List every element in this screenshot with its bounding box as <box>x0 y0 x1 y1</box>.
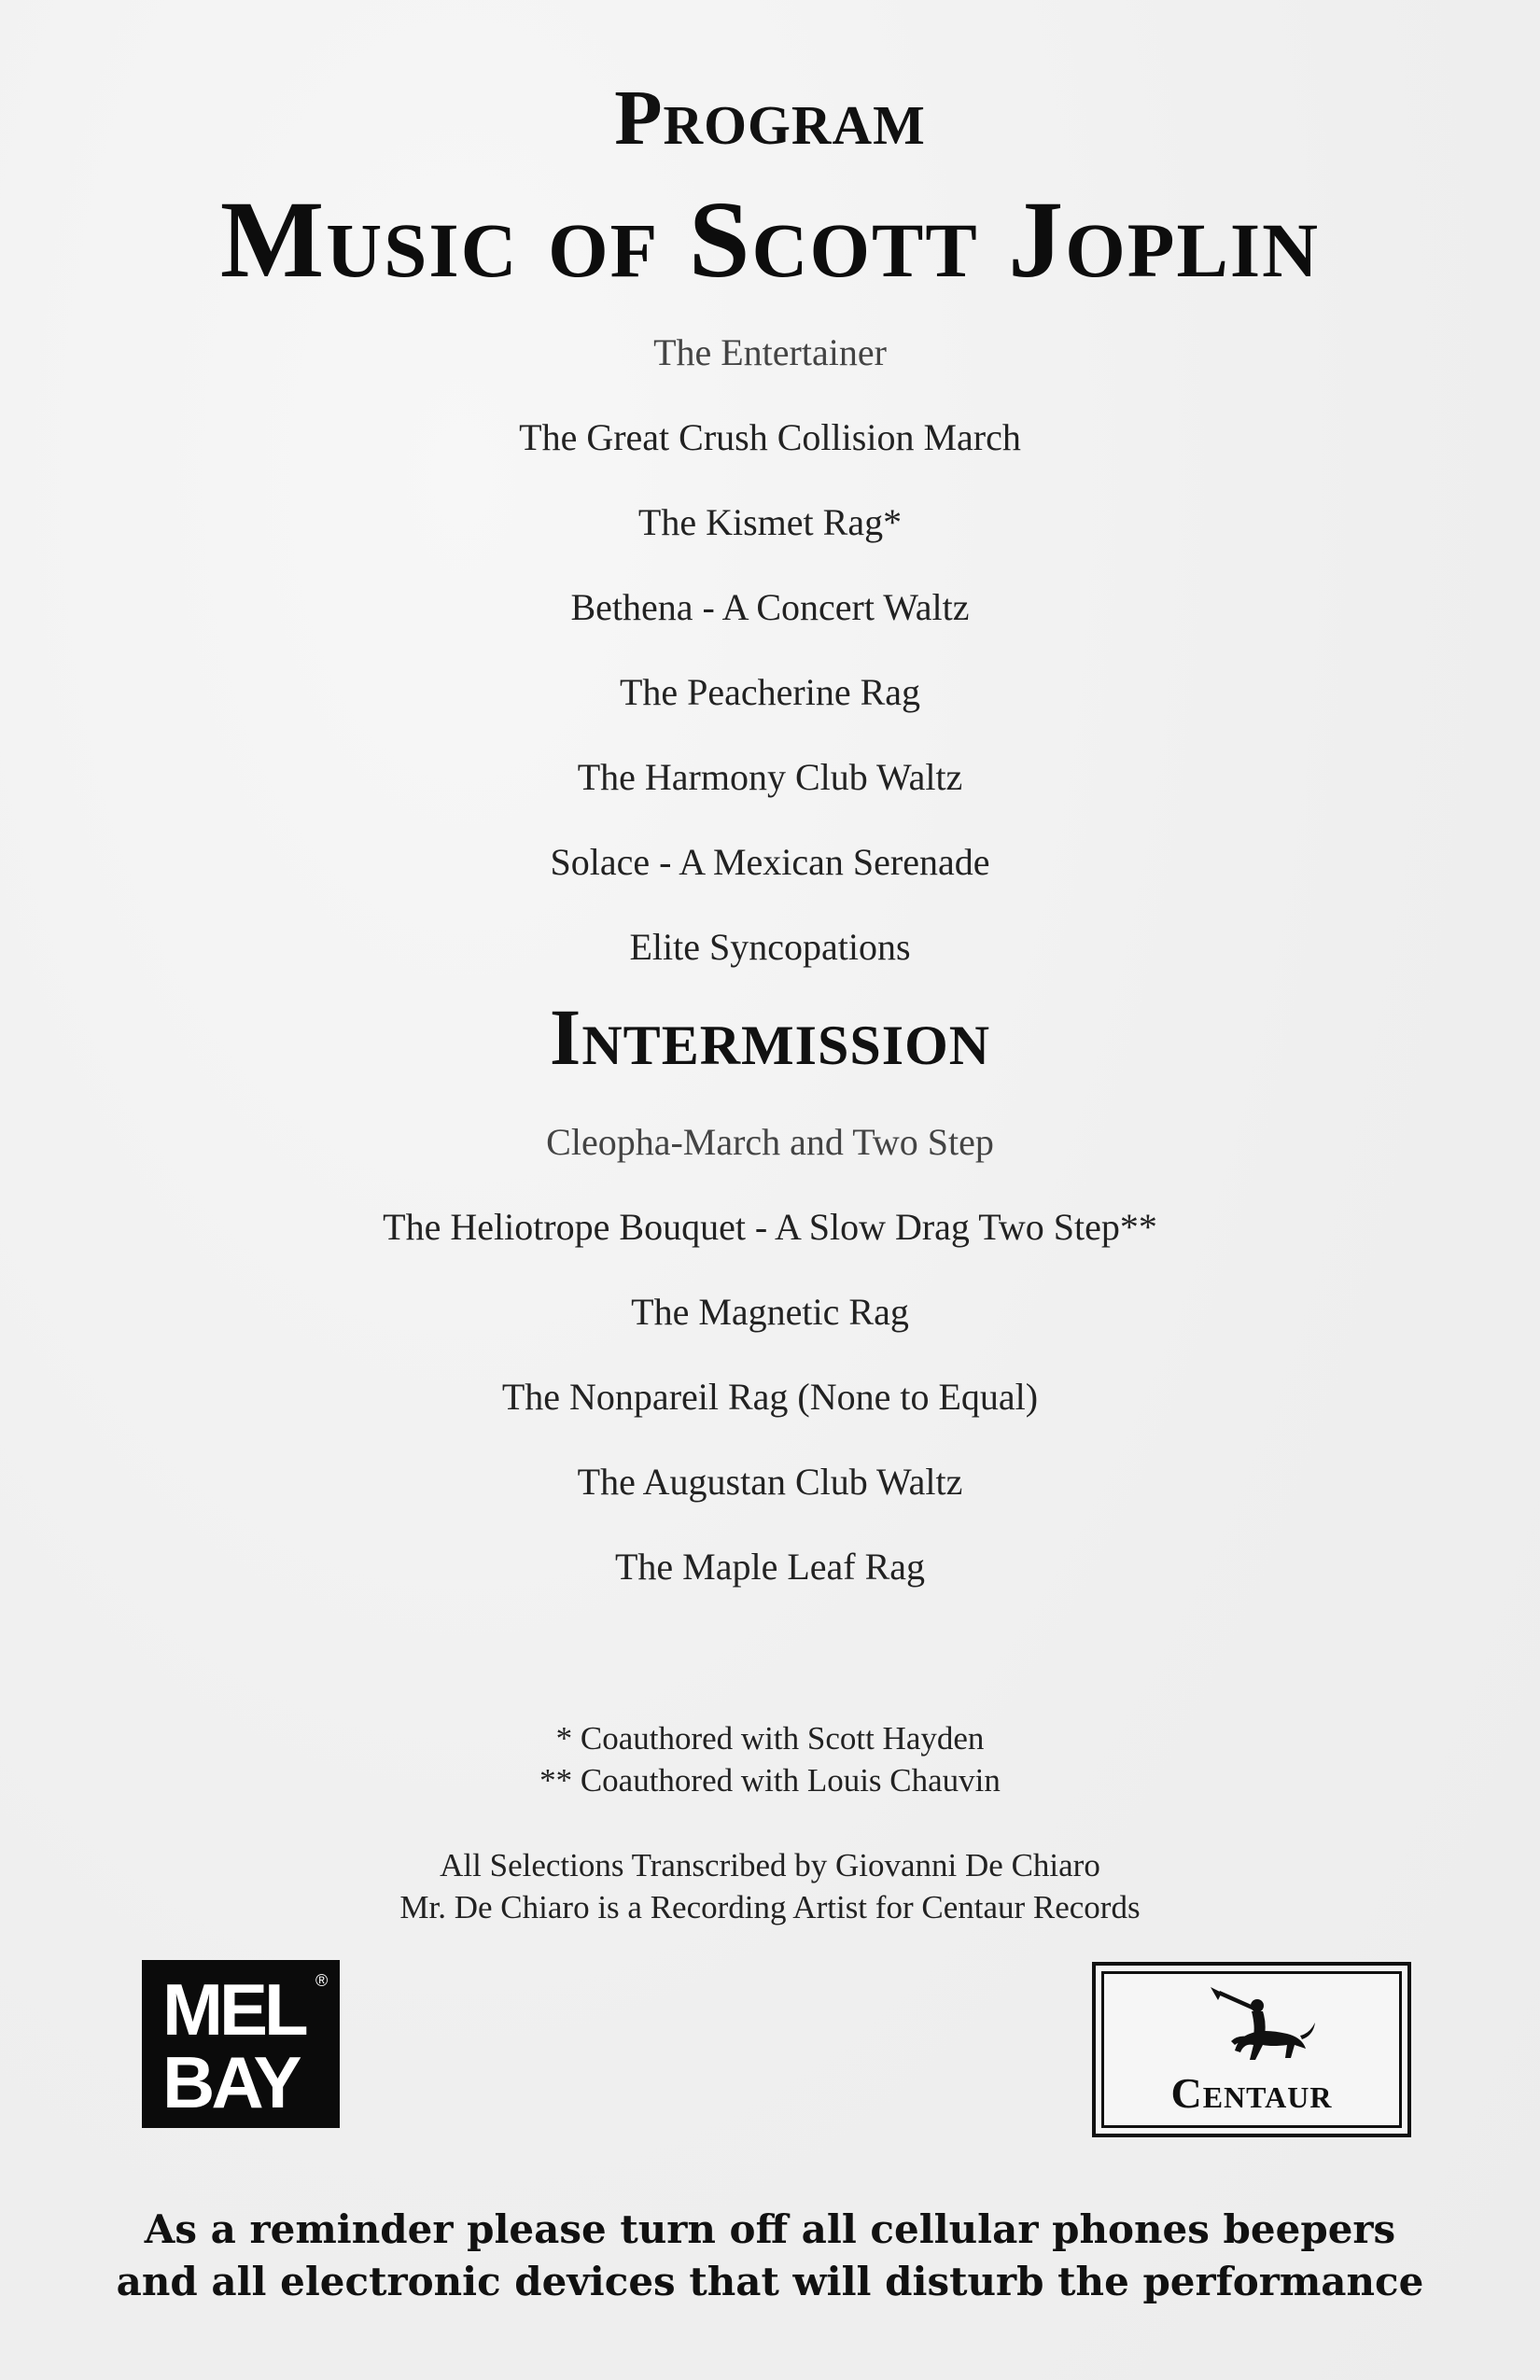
credit-line: Mr. De Chiaro is a Recording Artist for Centaur Records <box>399 1889 1141 1925</box>
footnote: * Coauthored with Scott Hayden <box>555 1720 985 1757</box>
song-item: Bethena - A Concert Waltz <box>570 586 970 628</box>
song-item: The Kismet Rag* <box>637 501 903 543</box>
program-label: Program <box>614 75 926 161</box>
footnote: ** Coauthored with Louis Chauvin <box>539 1762 1001 1799</box>
song-item: The Harmony Club Waltz <box>577 756 963 798</box>
page-title: Music of Scott Joplin <box>219 178 1321 301</box>
song-item: The Entertainer <box>653 331 887 373</box>
centaur-logo-frame <box>1101 1971 1402 2128</box>
song-item: Elite Syncopations <box>629 926 911 968</box>
mel-bay-logo-line2: BAY <box>162 2041 299 2123</box>
song-item: The Maple Leaf Rag <box>614 1546 926 1588</box>
song-item: The Great Crush Collision March <box>519 416 1021 458</box>
mel-bay-logo-graphic <box>142 1960 340 2128</box>
registered-mark: ® <box>315 1971 329 1990</box>
reminder-line: and all electronic devices that will disturb the performance <box>116 2259 1424 2304</box>
song-item: The Peacherine Rag <box>619 671 921 713</box>
song-item: The Magnetic Rag <box>631 1291 909 1333</box>
mel-bay-logo-line1: MEL <box>162 1968 305 2051</box>
centaur-figure-icon <box>1197 1981 1319 2075</box>
song-item: Solace - A Mexican Serenade <box>550 841 990 883</box>
mel-bay-logo <box>142 1960 340 2128</box>
song-item: The Augustan Club Waltz <box>577 1461 963 1503</box>
credit-line: All Selections Transcribed by Giovanni De Chiaro <box>440 1847 1100 1883</box>
intermission-heading: Intermission <box>549 992 991 1082</box>
centaur-records-logo <box>1092 1962 1411 2137</box>
reminder-line: As a reminder please turn off all cellular phones beepers <box>144 2206 1396 2252</box>
song-item: The Heliotrope Bouquet - A Slow Drag Two Step** <box>383 1206 1157 1248</box>
song-item: The Nonpareil Rag (None to Equal) <box>501 1376 1039 1418</box>
song-item: Cleopha-March and Two Step <box>546 1121 994 1163</box>
centaur-wordmark: Centaur <box>1170 2069 1333 2117</box>
